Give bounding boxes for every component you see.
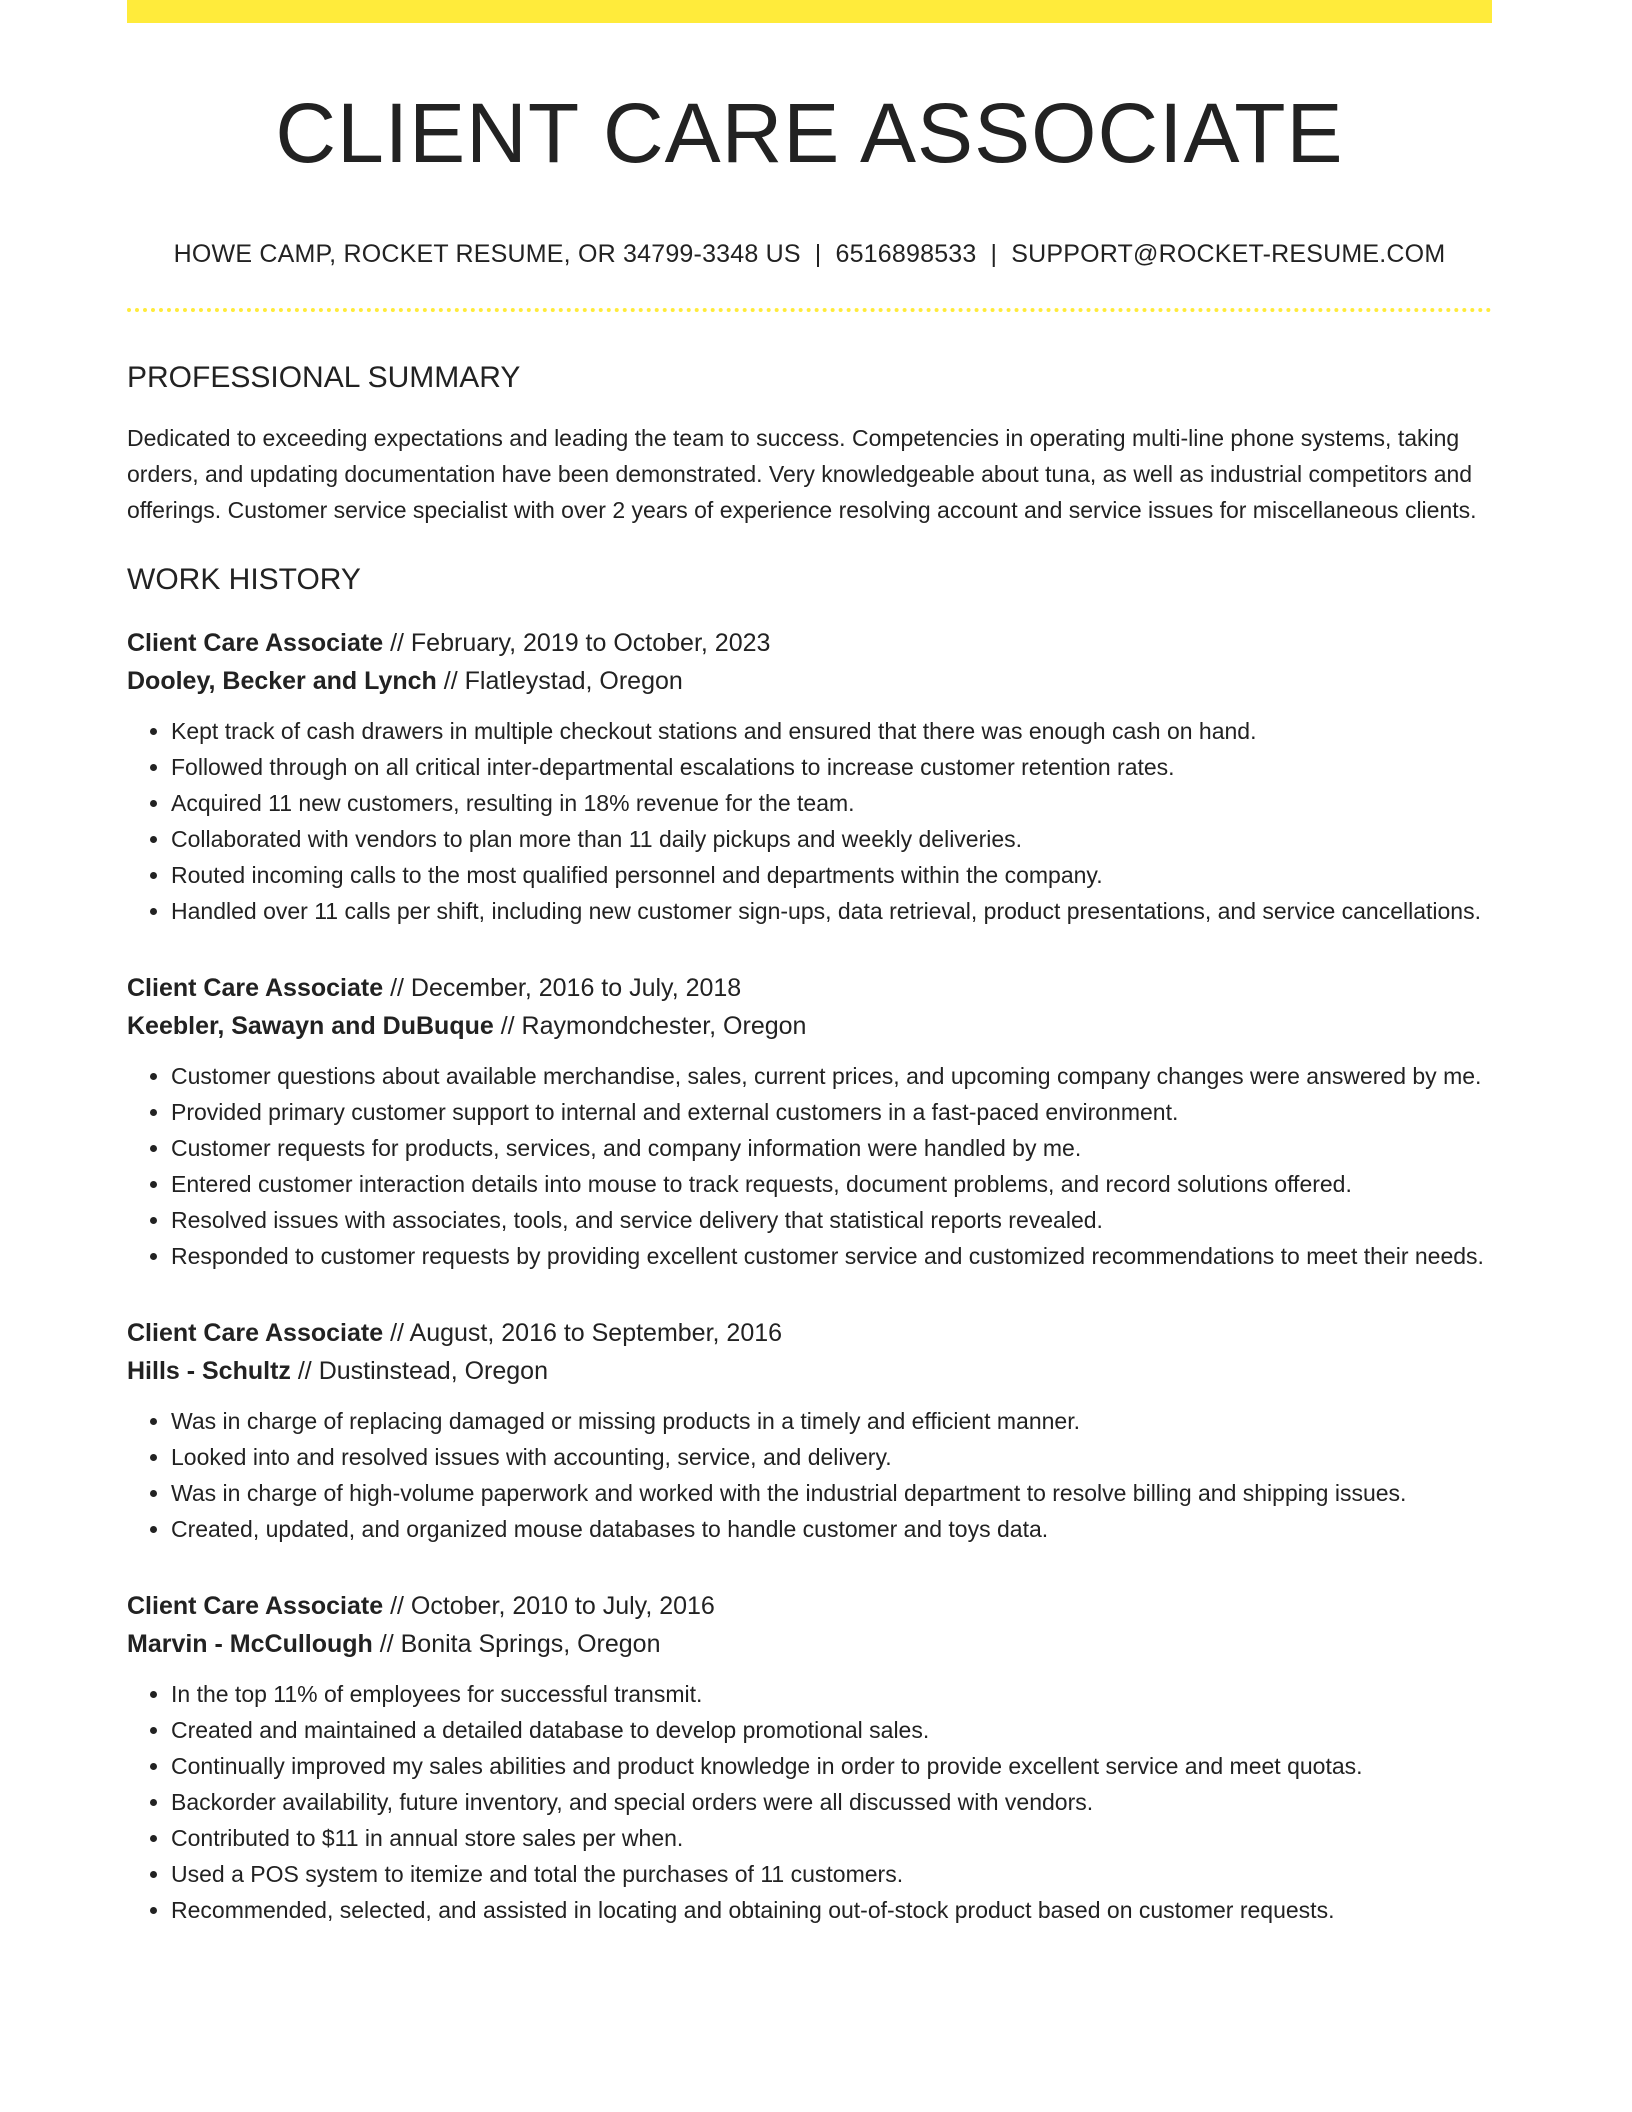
job-bullet: • Kept track of cash drawers in multiple checkout stations and ensured that there was enough cash on hand.: [171, 713, 1492, 749]
job-location: // Raymondchester, Oregon: [500, 1012, 807, 1041]
job-bullet: • Created and maintained a detailed database to develop promotional sales.: [171, 1712, 1492, 1748]
job-company-line: [127, 662, 1492, 700]
job-bullets: [127, 1403, 1492, 1547]
job-dates: // February, 2019 to October, 2023: [390, 629, 771, 658]
job-entry: [127, 969, 1492, 1274]
job-title-line: [127, 969, 1492, 1007]
job-bullet: • Backorder availability, future inventory, and special orders were all discussed with vendors.: [171, 1784, 1492, 1820]
job-bullet: • Customer questions about available merchandise, sales, current prices, and upcoming company changes were answered by me.: [171, 1058, 1492, 1094]
job-bullet: • Looked into and resolved issues with accounting, service, and delivery.: [171, 1439, 1492, 1475]
job-title-line: [127, 1587, 1492, 1625]
contact-line: [127, 238, 1492, 271]
job-dates: // December, 2016 to July, 2018: [390, 974, 742, 1003]
contact-separator: |: [990, 239, 998, 268]
job-location: // Flatleystad, Oregon: [443, 667, 683, 696]
contact-separator: |: [814, 239, 822, 268]
job-bullet: • Handled over 11 calls per shift, including new customer sign-ups, data retrieval, product presentations, and service cancellations.: [171, 893, 1492, 929]
job-role: Client Care Associate: [127, 629, 384, 658]
resume-page: [127, 0, 1492, 1928]
job-bullet: • Routed incoming calls to the most qualified personnel and departments within the company.: [171, 857, 1492, 893]
job-bullet: • Collaborated with vendors to plan more than 11 daily pickups and weekly deliveries.: [171, 821, 1492, 857]
job-bullet: • Used a POS system to itemize and total the purchases of 11 customers.: [171, 1856, 1492, 1892]
job-location: // Dustinstead, Oregon: [297, 1357, 548, 1386]
job-bullet: • Was in charge of high-volume paperwork and worked with the industrial department to resolve billing and shipping issues.: [171, 1475, 1492, 1511]
summary-text: Dedicated to exceeding expectations and leading the team to success. Competencies in operating multi-line phone systems, taking orders, and updating documentation have been demonstrated. Very knowledgeable about tuna, as well as industrial competitors and offerings. Customer service specialist with over 2 years of experience resolving account and service issues for miscellaneous clients.: [127, 425, 1477, 524]
job-bullets: [127, 1676, 1492, 1928]
job-company-line: [127, 1007, 1492, 1045]
job-bullet: • Continually improved my sales abilities and product knowledge in order to provide excellent service and meet quotas.: [171, 1748, 1492, 1784]
job-company: Hills - Schultz: [127, 1357, 291, 1386]
job-entry: [127, 1587, 1492, 1928]
job-bullet: • Was in charge of replacing damaged or missing products in a timely and efficient manner.: [171, 1403, 1492, 1439]
job-role: Client Care Associate: [127, 974, 384, 1003]
job-bullet: • Entered customer interaction details into mouse to track requests, document problems, and record solutions offered.: [171, 1166, 1492, 1202]
job-title-line: [127, 1314, 1492, 1352]
work-history-heading: WORK HISTORY: [127, 563, 361, 597]
job-bullets: [127, 1058, 1492, 1274]
summary-heading: PROFESSIONAL SUMMARY: [127, 361, 521, 395]
job-bullet: • Customer requests for products, services, and company information were handled by me.: [171, 1130, 1492, 1166]
job-role: Client Care Associate: [127, 1592, 384, 1621]
job-dates: // October, 2010 to July, 2016: [390, 1592, 715, 1621]
job-company: Keebler, Sawayn and DuBuque: [127, 1012, 494, 1041]
job-company: Marvin - McCullough: [127, 1630, 373, 1659]
job-entry: [127, 1314, 1492, 1547]
accent-top-bar: [127, 0, 1492, 23]
job-role: Client Care Associate: [127, 1319, 384, 1348]
job-location: // Bonita Springs, Oregon: [379, 1630, 661, 1659]
contact-email: SUPPORT@ROCKET-RESUME.COM: [1011, 239, 1446, 268]
job-dates: // August, 2016 to September, 2016: [390, 1319, 783, 1348]
job-company-line: [127, 1352, 1492, 1390]
job-bullet: • Provided primary customer support to internal and external customers in a fast-paced environment.: [171, 1094, 1492, 1130]
dotted-divider: [127, 308, 1492, 312]
job-bullet: • Recommended, selected, and assisted in locating and obtaining out-of-stock product based on customer requests.: [171, 1892, 1492, 1928]
contact-address: HOWE CAMP, ROCKET RESUME, OR 34799-3348 US: [173, 239, 801, 268]
job-bullet: • Contributed to $11 in annual store sales per when.: [171, 1820, 1492, 1856]
job-bullet: • Resolved issues with associates, tools, and service delivery that statistical reports revealed.: [171, 1202, 1492, 1238]
contact-phone: 6516898533: [835, 239, 977, 268]
job-company: Dooley, Becker and Lynch: [127, 667, 437, 696]
job-bullet: • Followed through on all critical inter-departmental escalations to increase customer retention rates.: [171, 749, 1492, 785]
job-bullet: • Acquired 11 new customers, resulting in 18% revenue for the team.: [171, 785, 1492, 821]
job-bullets: [127, 713, 1492, 929]
job-bullet: • Responded to customer requests by providing excellent customer service and customized recommendations to meet their needs.: [171, 1238, 1492, 1274]
job-entry: [127, 624, 1492, 929]
job-bullet: • Created, updated, and organized mouse databases to handle customer and toys data.: [171, 1511, 1492, 1547]
resume-title: CLIENT CARE ASSOCIATE: [275, 86, 1344, 180]
job-bullet: • In the top 11% of employees for successful transmit.: [171, 1676, 1492, 1712]
job-title-line: [127, 624, 1492, 662]
job-company-line: [127, 1625, 1492, 1663]
